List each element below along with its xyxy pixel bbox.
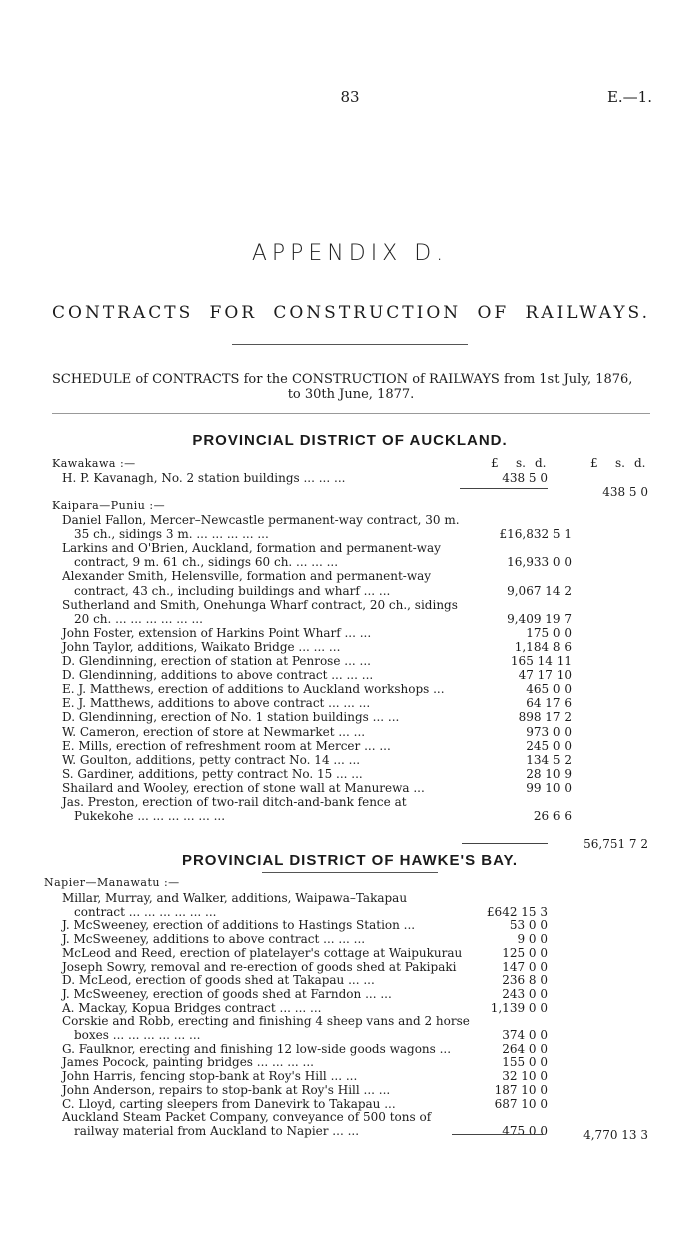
auckland-district-title: PROVINCIAL DISTRICT OF AUCKLAND. [192,432,508,449]
col-header-pound: £ [491,456,499,470]
contract-amount: 155 0 0 [502,1055,548,1070]
auckland-subtotal-rule [462,843,548,844]
contract-line: E. Mills, erection of refreshment room at Mercer ... ... [62,738,391,753]
hawkes-bay-subtotal-rule [452,1134,544,1135]
schedule-line-2: to 30th June, 1877. [287,387,415,402]
contract-line: J. McSweeney, additions to above contract ... ... ... [62,932,366,947]
contract-amount: 16,933 0 0 [507,555,572,570]
contract-line: C. Lloyd, carting sleepers from Danevirk to Takapau ... [62,1096,396,1111]
main-title: CONTRACTS FOR CONSTRUCTION OF RAILWAYS. [52,303,650,323]
contract-amount: 47 17 10 [518,668,572,683]
contract-amount: 9,409 19 7 [507,611,572,626]
contract-line: D. Glendinning, erection of station at Penrose ... ... [62,654,371,668]
contract-amount: 236 8 0 [502,973,548,988]
contract-line: railway material from Auckland to Napier ... ... [74,1123,360,1138]
district-divider [262,872,438,873]
contract-line: J. McSweeney, erection of additions to Hastings Station ... [62,918,416,933]
contract-line: Corskie and Robb, erecting and finishing 4 sheep vans and 2 horse [62,1014,470,1029]
contract-line: 20 ch. ... ... ... ... ... ... [74,611,203,626]
contract-amount: 245 0 0 [526,738,572,753]
contract-amount: 26 6 6 [533,809,572,824]
contract-line: Sutherland and Smith, Onehunga Wharf contract, 20 ch., sidings [62,597,458,612]
contract-line: Alexander Smith, Helensville, formation and permanent-way [62,569,432,584]
contract-amount: 973 0 0 [526,724,572,739]
schedule-heading [52,372,650,402]
contract-line: contract ... ... ... ... ... ... [74,904,217,919]
kawakawa-amount: 438 5 0 [502,471,548,485]
contract-amount: 187 10 0 [494,1082,548,1097]
contract-amount: 687 10 0 [494,1096,548,1111]
contract-amount: £16,832 5 1 [499,527,572,542]
hawkes-bay-total: 4,770 13 3 [583,1128,648,1142]
contract-amount: 134 5 2 [526,752,572,767]
auckland-total: 56,751 7 2 [583,837,648,851]
contract-line: E. J. Matthews, additions to above contract ... ... ... [62,696,371,711]
appendix-title: APPENDIX D. [251,241,449,266]
contract-amount: 898 17 2 [518,710,572,725]
contract-line: A. Mackay, Kopua Bridges contract ... ... ... [62,1000,322,1015]
contract-line: S. Gardiner, additions, petty contract No. 15 ... ... [62,766,363,781]
contract-line: James Pocock, painting bridges ... ... ... ... [62,1055,314,1070]
contract-amount: 53 0 0 [509,918,548,933]
contract-amount: 32 10 0 [502,1069,548,1084]
contract-line: John Foster, extension of Harkins Point Wharf ... ... [62,625,372,640]
kawakawa-total: 438 5 0 [602,485,648,499]
schedule-line-1: SCHEDULE of CONTRACTS for the CONSTRUCTION of RAILWAYS from 1st July, 1876, [52,372,633,387]
contract-amount: 374 0 0 [502,1028,548,1042]
contract-line: Larkins and O'Brien, Auckland, formation and permanent-way [62,541,441,556]
contract-amount: 64 17 6 [526,696,572,711]
kawakawa-heading: Kawakawa :— [52,457,136,470]
contract-amount: 264 0 0 [502,1041,548,1056]
contract-line: D. McLeod, erection of goods shed at Takapau ... ... [62,973,375,988]
contract-line: Pukekohe ... ... ... ... ... ... [74,809,226,824]
contract-line: contract, 9 m. 61 ch., sidings 60 ch. ... ... ... [74,555,339,570]
contract-line: 35 ch., sidings 3 m. ... ... ... ... ... [74,527,269,542]
contract-line: contract, 43 ch., including buildings and wharf ... ... [74,583,391,598]
contract-line: boxes ... ... ... ... ... ... [74,1028,201,1042]
contract-amount: 99 10 0 [526,780,572,795]
contract-line: D. Glendinning, additions to above contract ... ... ... [62,668,374,683]
contract-line: D. Glendinning, erection of No. 1 station buildings ... ... [62,710,400,725]
contract-amount: 465 0 0 [526,682,572,697]
contract-amount: 475 0 0 [502,1123,548,1138]
schedule-divider [52,413,650,414]
col-header-shillings: s. [516,456,526,470]
contract-amount: £642 15 3 [486,904,548,919]
contract-line: McLeod and Reed, erection of platelayer's cottage at Waipukurau [62,945,463,960]
contract-amount: 175 0 0 [526,625,572,640]
kawakawa-entry: H. P. Kavanagh, No. 2 station buildings ... ... ... [62,471,346,485]
contract-amount: 243 0 0 [502,986,548,1001]
contract-line: Millar, Murray, and Walker, additions, Waipawa–Takapau [62,891,408,905]
col-header-pound-total: £ [590,456,598,470]
contract-amount: 147 0 0 [502,959,548,974]
hawkes-bay-district-title: PROVINCIAL DISTRICT OF HAWKE'S BAY. [181,852,519,869]
contract-amount: 1,184 8 6 [514,639,572,654]
contract-amount: 28 10 9 [526,766,572,781]
document-reference: E.—1. [606,88,652,106]
contract-line: Jas. Preston, erection of two-rail ditch-and-bank fence at [62,795,407,809]
contract-line: Joseph Sowry, removal and re-erection of goods shed at Pakipaki [62,959,457,974]
contract-line: Auckland Steam Packet Company, conveyance of 500 tons of [62,1110,432,1125]
contract-line: W. Goulton, additions, petty contract No. 14 ... ... [62,752,361,767]
contract-line: W. Cameron, erection of store at Newmarket ... ... [62,724,366,739]
contract-line: Shailard and Wooley, erection of stone wall at Manurewa ... [62,780,425,795]
col-header-pence-total: d. [634,456,646,470]
contract-line: John Anderson, repairs to stop-bank at Roy's Hill ... ... [62,1082,391,1097]
napier-heading: Napier—Manawatu :— [44,876,180,889]
title-divider [232,344,468,345]
contract-amount: 9,067 14 2 [507,583,572,598]
contract-line: G. Faulknor, erecting and finishing 12 low-side goods wagons ... [62,1041,452,1056]
col-header-pence: d. [535,456,547,470]
contract-amount: 165 14 11 [510,654,572,668]
page-number: 83 [340,88,360,106]
subtotal-rule [460,488,548,489]
kaipara-heading: Kaipara—Puniu :— [52,499,166,512]
contract-line: J. McSweeney, erection of goods shed at Farndon ... ... [62,986,392,1001]
contract-amount: 125 0 0 [502,945,548,960]
contract-line: Daniel Fallon, Mercer–Newcastle permanent-way contract, 30 m. [62,513,460,527]
contract-amount: 9 0 0 [517,932,548,947]
contract-line: E. J. Matthews, erection of additions to Auckland workshops ... [62,682,445,697]
col-header-shillings-total: s. [615,456,625,470]
contract-line: John Harris, fencing stop-bank at Roy's Hill ... ... [62,1069,358,1084]
contract-line: John Taylor, additions, Waikato Bridge ... ... ... [62,639,341,654]
contract-amount: 1,139 0 0 [490,1000,548,1015]
